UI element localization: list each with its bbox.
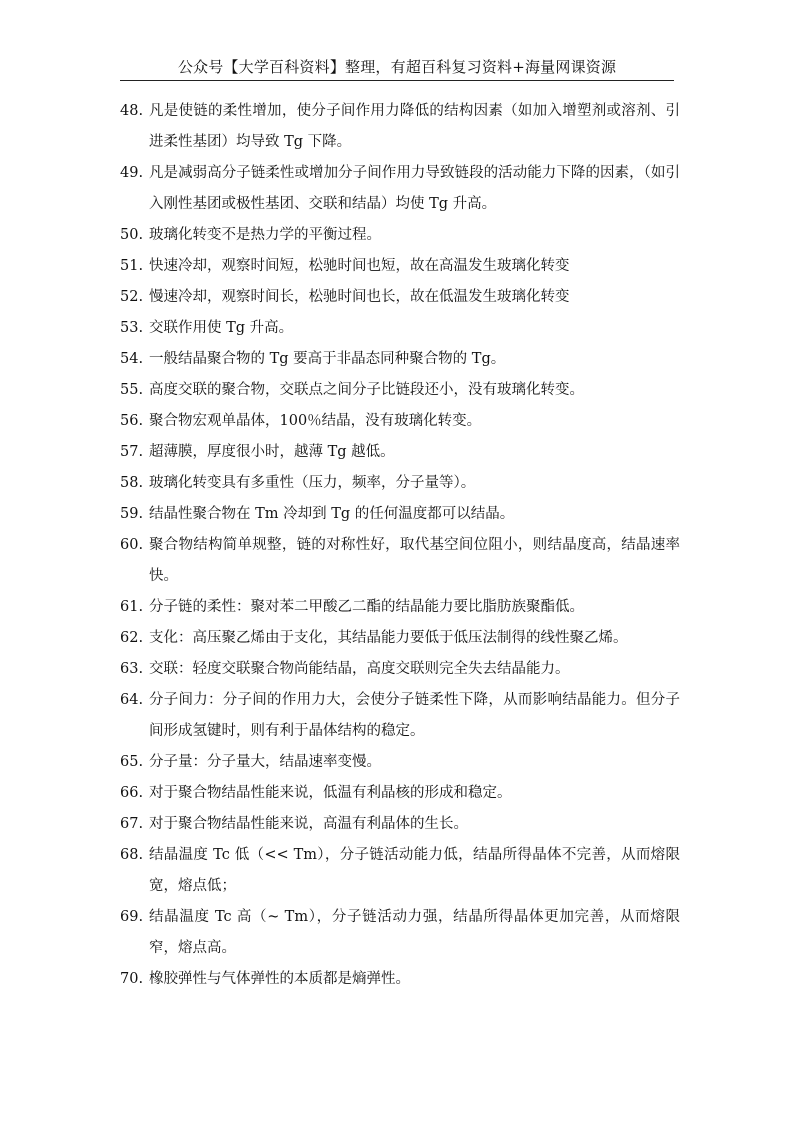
item-text: 聚合物宏观单晶体，100％结晶，没有玻璃化转变。 [149,413,482,429]
item-text: 慢速冷却，观察时间长，松驰时间也长，故在低温发生玻璃化转变 [149,289,570,305]
item-number: 62. [120,630,144,646]
item-number: 48. [120,103,144,119]
item-text: 玻璃化转变具有多重性（压力，频率，分子量等）。 [149,475,476,491]
list-item [120,964,680,995]
item-number: 68. [120,847,144,863]
item-number: 65. [120,754,144,770]
item-text: 交联作用使 Tg 升高。 [149,320,294,336]
list-item [120,344,680,375]
list-item [120,158,680,220]
item-text: 对于聚合物结晶性能来说，高温有利晶体的生长。 [149,816,468,832]
item-text: 分子量：分子量大，结晶速率变慢。 [149,754,381,770]
item-number: 53. [120,320,144,336]
item-text: 对于聚合物结晶性能来说，低温有利晶核的形成和稳定。 [149,785,512,801]
item-number: 55. [120,382,144,398]
item-text: 一般结晶聚合物的 Tg 要高于非晶态同种聚合物的 Tg。 [149,351,506,367]
item-number: 59. [120,506,144,522]
item-text: 凡是使链的柔性增加，使分子间作用力降低的结构因素（如加入增塑剂或溶剂、引进柔性基团）均导致 Tg 下降。 [149,103,680,150]
item-number: 51. [120,258,144,274]
list-item [120,282,680,313]
item-number: 56. [120,413,144,429]
list-item [120,406,680,437]
numbered-list [120,96,680,995]
item-number: 49. [120,165,144,181]
list-item [120,747,680,778]
list-item [120,592,680,623]
list-item [120,654,680,685]
header-divider [120,80,674,81]
list-item [120,902,680,964]
list-item [120,778,680,809]
item-text: 聚合物结构简单规整，链的对称性好，取代基空间位阻小，则结晶度高，结晶速率快。 [149,537,680,584]
item-number: 63. [120,661,144,677]
list-item [120,840,680,902]
page-header: 公众号【大学百科资料】整理，有超百科复习资料+海量网课资源 [177,58,617,76]
list-item [120,809,680,840]
item-text: 分子间力：分子间的作用力大，会使分子链柔性下降，从而影响结晶能力。但分子间形成氢键时，则有利于晶体结构的稳定。 [149,692,680,739]
list-item [120,437,680,468]
list-item [120,530,680,592]
item-text: 支化：高压聚乙烯由于支化，其结晶能力要低于低压法制得的线性聚乙烯。 [149,630,628,646]
item-text: 凡是减弱高分子链柔性或增加分子间作用力导致链段的活动能力下降的因素，（如引入刚性基团或极性基团、交联和结晶）均使 Tg 升高。 [149,165,680,212]
item-text: 分子链的柔性：聚对苯二甲酸乙二酯的结晶能力要比脂肪族聚酯低。 [149,599,584,615]
list-item [120,251,680,282]
item-number: 64. [120,692,144,708]
item-number: 52. [120,289,144,305]
list-item [120,96,680,158]
item-text: 结晶性聚合物在 Tm 冷却到 Tg 的任何温度都可以结晶。 [149,506,515,522]
item-number: 57. [120,444,144,460]
item-text: 高度交联的聚合物，交联点之间分子比链段还小，没有玻璃化转变。 [149,382,584,398]
list-item [120,468,680,499]
item-number: 67. [120,816,144,832]
list-item [120,313,680,344]
item-number: 60. [120,537,144,553]
item-text: 快速冷却，观察时间短，松驰时间也短，故在高温发生玻璃化转变 [149,258,570,274]
list-item [120,685,680,747]
item-text: 结晶温度 Tc 低（<< Tm），分子链活动能力低，结晶所得晶体不完善，从而熔限宽，熔点低； [149,847,680,894]
item-number: 50. [120,227,144,243]
item-number: 70. [120,971,144,987]
item-text: 结晶温度 Tc 高（~ Tm），分子链活动力强，结晶所得晶体更加完善，从而熔限窄，熔点高。 [149,909,680,956]
list-item [120,375,680,406]
item-number: 54. [120,351,144,367]
list-item [120,623,680,654]
item-text: 玻璃化转变不是热力学的平衡过程。 [149,227,381,243]
item-number: 61. [120,599,144,615]
item-text: 交联：轻度交联聚合物尚能结晶，高度交联则完全失去结晶能力。 [149,661,570,677]
item-number: 69. [120,909,144,925]
list-item [120,220,680,251]
item-text: 橡胶弹性与气体弹性的本质都是熵弹性。 [149,971,410,987]
item-text: 超薄膜，厚度很小时，越薄 Tg 越低。 [149,444,395,460]
item-number: 58. [120,475,144,491]
item-number: 66. [120,785,144,801]
list-item [120,499,680,530]
